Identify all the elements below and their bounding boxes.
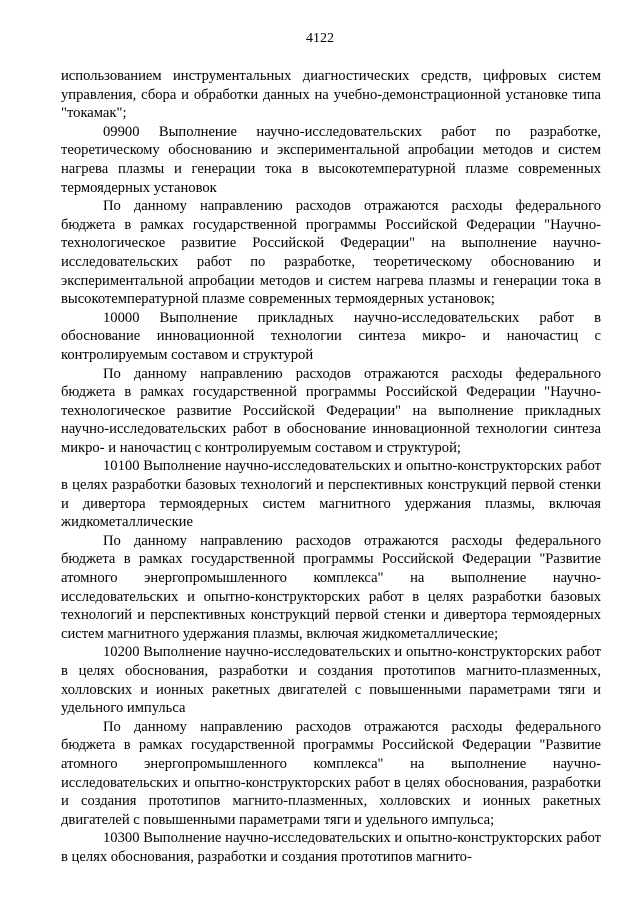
document-body <box>61 67 601 867</box>
paragraph-description-10000: По данному направлению расходов отражаются расходы федерального бюджета в рамках государственной программы Российской Федерации "Научно-технологическое развитие Российской Федерации" на выполнение прикладных научно-исследовательских работ в обоснование инновационной технологии синтеза микро- и наночастиц с контролируемым составом и структурой; <box>61 365 601 456</box>
paragraph-description-10100: По данному направлению расходов отражаются расходы федерального бюджета в рамках государственной программы Российской Федерации "Развитие атомного энергопромышленного комплекса" на выполнение научно-исследовательских и опытно-конструкторских работ в целях разработки базовых технологий и перспективных конструкций первой стенки и дивертора термоядерных систем магнитного удержания плазмы, включая жидкометаллические; <box>61 532 601 642</box>
paragraph-heading-09900: 09900 Выполнение научно-исследовательских работ по разработке, теоретическому обоснованию и экспериментальной апробации методов и систем нагрева плазмы и генерации тока в высокотемпературной плазме современных термоядерных установок <box>61 123 601 196</box>
paragraph-description-10200: По данному направлению расходов отражаются расходы федерального бюджета в рамках государственной программы Российской Федерации "Развитие атомного энергопромышленного комплекса" на выполнение научно-исследовательских и опытно-конструкторских работ в целях обоснования, разработки и создания прототипов магнито-плазменных, холловских и ионных ракетных двигателей с повышенными параметрами тяги и удельного импульса; <box>61 718 601 828</box>
page-number: 4122 <box>306 31 334 46</box>
paragraph-heading-10300: 10300 Выполнение научно-исследовательских и опытно-конструкторских работ в целях обоснования, разработки и создания прототипов магнито- <box>61 830 601 865</box>
paragraph-continuation: использованием инструментальных диагностических средств, цифровых систем управления, сбора и обработки данных на учебно-демонстрационной установке типа "токамак"; <box>61 68 601 122</box>
paragraph-heading-10100: 10100 Выполнение научно-исследовательских и опытно-конструкторских работ в целях разработки базовых технологий и перспективных конструкций первой стенки и дивертора термоядерных систем магнитного удержания плазмы, включая жидкометаллические <box>61 458 601 531</box>
paragraph-heading-10000: 10000 Выполнение прикладных научно-исследовательских работ в обоснование инновационной технологии синтеза микро- и наночастиц с контролируемым составом и структурой <box>61 309 601 363</box>
paragraph-heading-10200: 10200 Выполнение научно-исследовательских и опытно-конструкторских работ в целях обоснования, разработки и создания прототипов магнито-плазменных, холловских и ионных ракетных двигателей с повышенными параметрами тяги и удельного импульса <box>61 644 601 717</box>
paragraph-description-09900: По данному направлению расходов отражаются расходы федерального бюджета в рамках государственной программы Российской Федерации "Научно-технологическое развитие Российской Федерации" на выполнение научно-исследовательских работ по разработке, теоретическому обоснованию и экспериментальной апробации методов и систем нагрева плазмы и генерации тока в высокотемпературной плазме современных термоядерных установок; <box>61 198 601 308</box>
